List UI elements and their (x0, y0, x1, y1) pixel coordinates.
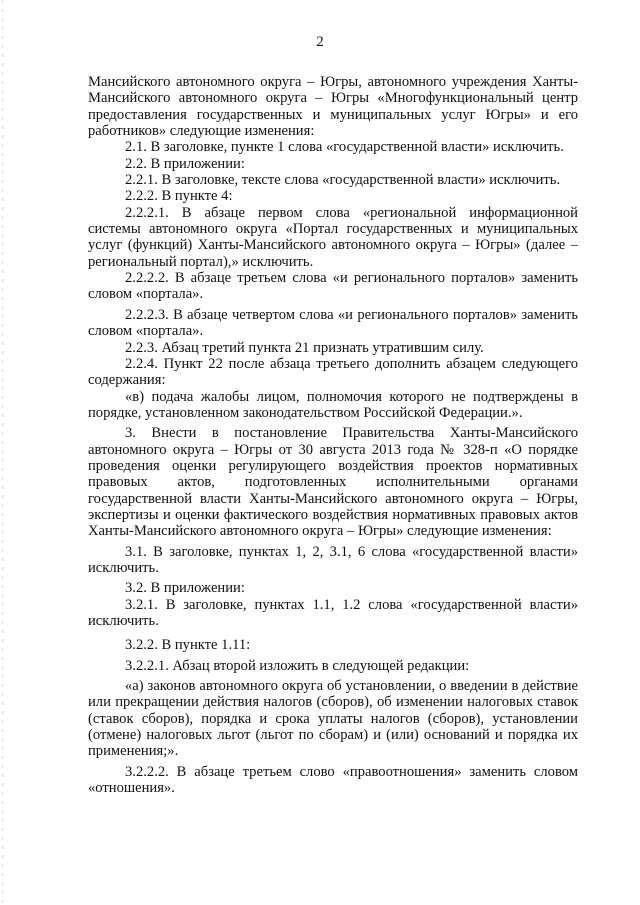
paragraph-2-2-1: 2.2.1. В заголовке, тексте слова «государственной власти» исключить. (125, 172, 561, 189)
paragraph-2-2-2: 2.2.2. В пункте 4: (125, 188, 233, 205)
paragraph-2-2-2-1: 2.2.2.1. В абзаце первом слова «региональной информационной системы автономного округа «Портал государственных и муниципальных услуг (функций) Ханты-Мансийского автономного округа – Югры» (далее – региональный портал),» исключить. (88, 204, 578, 270)
document-body (88, 74, 578, 796)
paragraph-3-1: 3.1. В заголовке, пунктах 1, 2, 3.1, 6 слова «государственной власти» исключить. (88, 543, 578, 576)
paragraph-2-2-2-3: 2.2.2.3. В абзаце четвертом слова «и регионального порталов» заменить словом «портала». (88, 306, 578, 340)
paragraph-continuation: Мансийского автономного округа – Югры, автономного учреждения Ханты-Мансийского автономного округа – Югры «Многофункциональный центр предоставления государственных и муниципальных услуг Югры» и его работников» следующие изменения: (88, 74, 578, 140)
paragraph-3-2-1: 3.2.1. В заголовке, пунктах 1.1, 1.2 слова «государственной власти» исключить. (88, 596, 578, 629)
paragraph-3-2: 3.2. В приложении: (125, 580, 245, 597)
paragraph-3-2-2: 3.2.2. В пункте 1.11: (125, 637, 251, 654)
page-number: 2 (316, 34, 324, 50)
paragraph-2-2-3: 2.2.3. Абзац третий пункта 21 признать утратившим силу. (125, 339, 484, 356)
paragraph-3-2-2-2: 3.2.2.2. В абзаце третьем слово «правоотношения» заменить словом «отношения». (88, 763, 578, 797)
paragraph-2-1: 2.1. В заголовке, пункте 1 слова «государственной власти» исключить. (125, 139, 564, 156)
scan-edge-mark (2, 0, 3, 905)
paragraph-3-2-2-1: 3.2.2.1. Абзац второй изложить в следующей редакции: (125, 657, 470, 674)
paragraph-3: 3. Внести в постановление Правительства Ханты-Мансийского автономного округа – Югры от 30 августа 2013 года № 328-п «О порядке проведения оценки регулирующего воздействия проектов нормативных правовых актов, подготовленных исполнительными органами государственной власти Ханты-Мансийского автономного округа – Югры, экспертизы и оценки фактического воздействия нормативных правовых актов Ханты-Мансийского автономного округа – Югры» следующие изменения: (88, 425, 578, 540)
paragraph-2-2: 2.2. В приложении: (125, 155, 245, 172)
paragraph-2-2-4: 2.2.4. Пункт 22 после абзаца третьего дополнить абзацем следующего содержания: (88, 355, 578, 389)
paragraph-2-2-2-2: 2.2.2.2. В абзаце третьем слова «и регионального порталов» заменить словом «портала». (88, 270, 578, 303)
paragraph-quote-v: «в) подача жалобы лицом, полномочия которого не подтверждены в порядке, установленном законодательством Российской Федерации.». (88, 388, 578, 421)
paragraph-quote-a: «а) законов автономного округа об установлении, о введении в действие или прекращении действия налогов (сборов), об изменении налоговых ставок (ставок сборов), порядка и срока уплаты налогов (сборов), установлении (отмене) налоговых льгот (льгот по сборам) и (или) оснований и порядка их применения;». (88, 678, 578, 760)
